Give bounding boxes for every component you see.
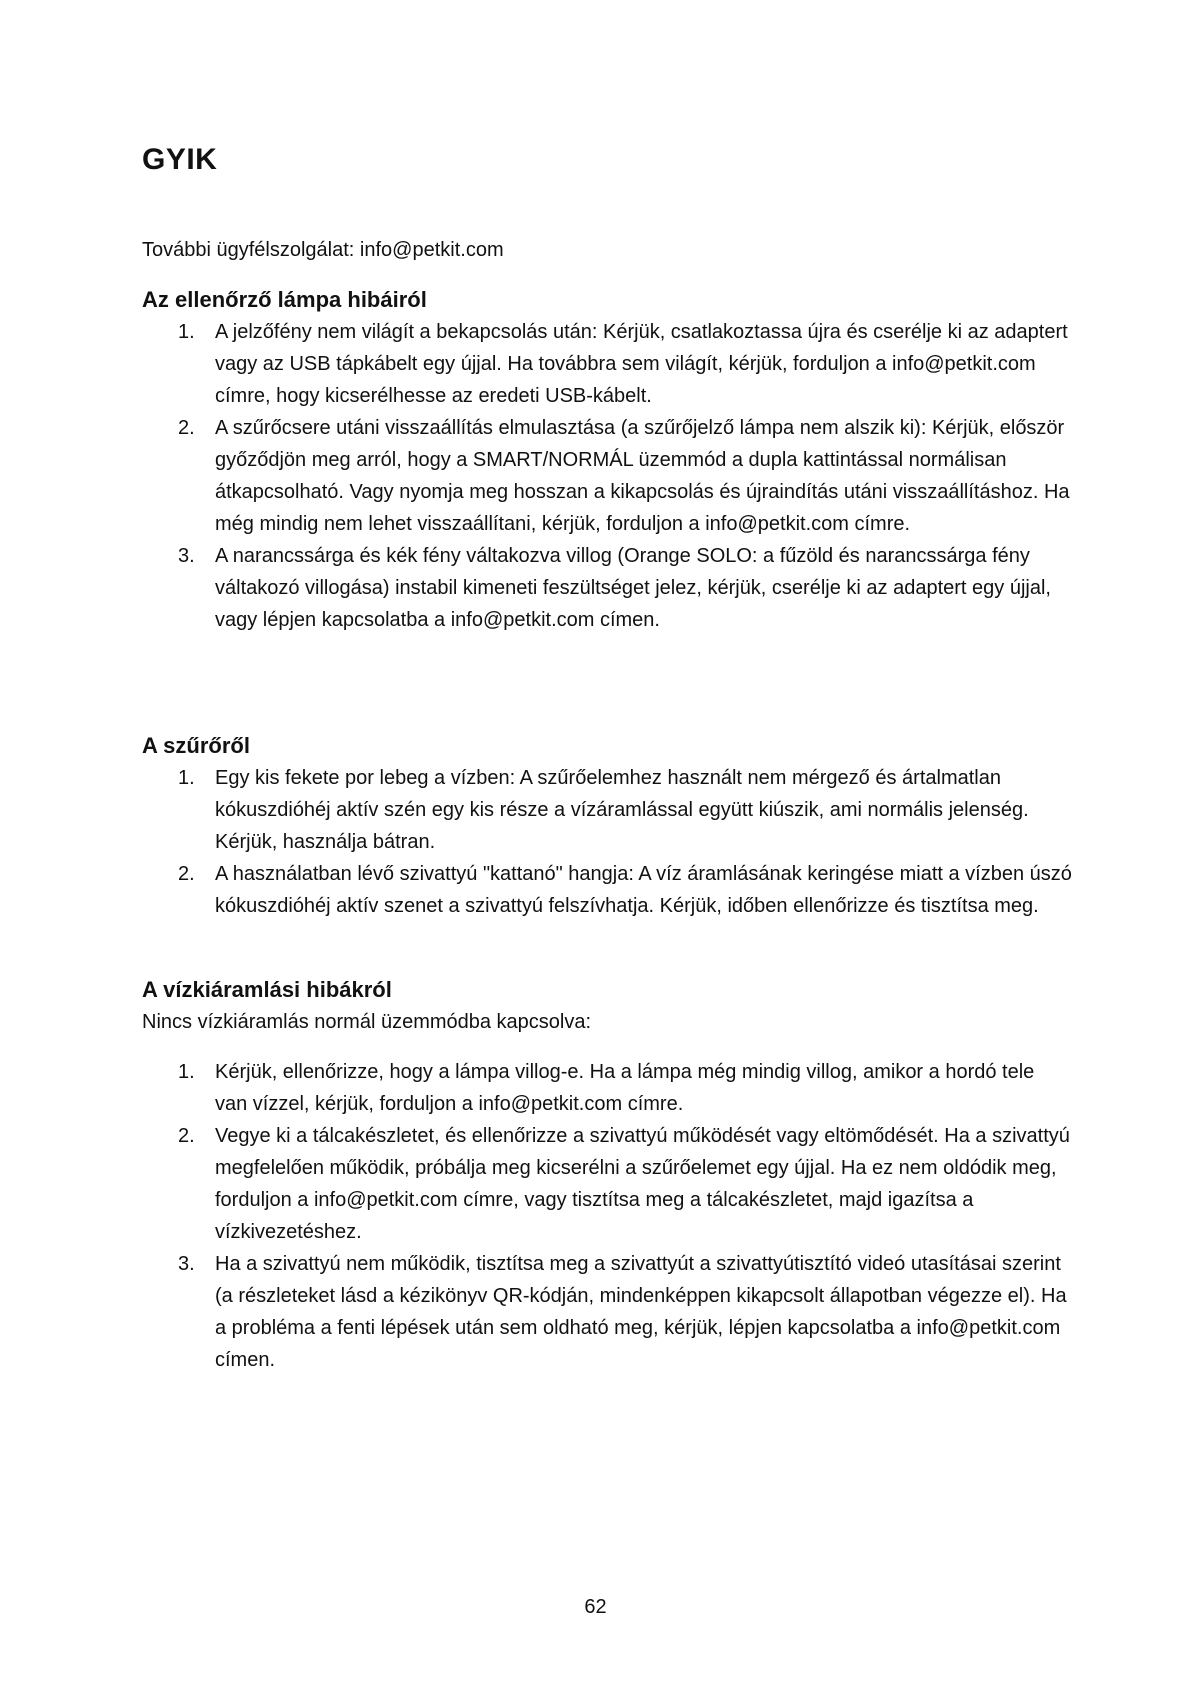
page-number: 62: [584, 1596, 607, 1618]
section-subtext: Nincs vízkiáramlás normál üzemmódba kapcsolva:: [142, 1011, 592, 1033]
list-item: [142, 316, 1072, 412]
list-item-text: Kérjük, ellenőrizze, hogy a lámpa villog-e. Ha a lámpa még mindig villog, amikor a hordó tele van vízzel, kérjük, forduljon a info@petkit.com címre.: [215, 1061, 1035, 1115]
list-item-number: 2.: [178, 1125, 195, 1147]
list-item: [142, 540, 1072, 636]
list-item-text: A narancssárga és kék fény váltakozva villog (Orange SOLO: a fűzöld és narancssárga fény váltakozó villogása) instabil kimeneti feszültséget jelez, kérjük, cserélje ki az adaptert egy újjal, vagy lépjen kapcsolatba a info@petkit.com címen.: [215, 545, 1051, 631]
list-item-text: A jelzőfény nem világít a bekapcsolás után: Kérjük, csatlakoztassa újra és cserélje ki az adaptert vagy az USB tápkábelt egy újjal. Ha továbbra sem világít, kérjük, forduljon a info@petkit.com címre, hogy kicserélhesse az eredeti USB-kábelt.: [215, 321, 1068, 407]
list-item-number: 2.: [178, 863, 195, 885]
list-item: [142, 412, 1072, 540]
section-heading: A vízkiáramlási hibákról: [142, 977, 392, 1002]
list-item: [142, 762, 1072, 858]
list-item: [142, 1120, 1072, 1248]
list-item-text: Egy kis fekete por lebeg a vízben: A szűrőelemhez használt nem mérgező és ártalmatlan kókuszdióhéj aktív szén egy kis része a vízáramlással együtt kiúszik, ami normális jelenség. Kérjük, használja bátran.: [215, 767, 1029, 853]
list-item: [142, 1056, 1072, 1120]
section-heading: Az ellenőrző lámpa hibáiról: [142, 287, 427, 312]
list-item-text: A használatban lévő szivattyú "kattanó" hangja: A víz áramlásának keringése miatt a vízben úszó kókuszdióhéj aktív szenet a szivattyú felszívhatja. Kérjük, időben ellenőrizze és tisztítsa meg.: [215, 863, 1072, 917]
list-item: [142, 1248, 1072, 1376]
numbered-list: [142, 762, 1072, 922]
list-item-number: 2.: [178, 417, 195, 439]
section-indicator-light: [142, 284, 1072, 636]
list-item-number: 1.: [178, 1061, 195, 1083]
section-water-outflow: [142, 974, 1072, 1376]
numbered-list: [142, 1056, 1072, 1376]
list-item-number: 3.: [178, 545, 195, 567]
numbered-list: [142, 316, 1072, 636]
list-item-text: A szűrőcsere utáni visszaállítás elmulasztása (a szűrőjelző lámpa nem alszik ki): Kérjük, először győződjön meg arról, hogy a SMART/NORMÁL üzemmód a dupla kattintással normálisan átkapcsolható. Vagy nyomja meg hosszan a kikapcsolás és újraindítás utáni visszaállításhoz. Ha még mindig nem lehet visszaállítani, kérjük, forduljon a info@petkit.com címre.: [215, 417, 1070, 535]
support-contact-line: További ügyfélszolgálat: info@petkit.com: [142, 239, 504, 261]
section-filter: [142, 730, 1072, 922]
page-title: GYIK: [142, 143, 218, 176]
list-item-number: 1.: [178, 767, 195, 789]
list-item-number: 3.: [178, 1253, 195, 1275]
list-item-number: 1.: [178, 321, 195, 343]
list-item-text: Ha a szivattyú nem működik, tisztítsa meg a szivattyút a szivattyútisztító videó utasításai szerint (a részleteket lásd a kézikönyv QR-kódján, mindenképpen kikapcsolt állapotban végezze el). Ha a probléma a fenti lépések után sem oldható meg, kérjük, lépjen kapcsolatba a info@petkit.com címen.: [215, 1253, 1067, 1371]
section-heading: A szűrőről: [142, 733, 250, 758]
list-item-text: Vegye ki a tálcakészletet, és ellenőrizze a szivattyú működését vagy eltömődését. Ha a szivattyú megfelelően működik, próbálja meg kicserélni a szűrőelemet egy újjal. Ha ez nem oldódik meg, forduljon a info@petkit.com címre, vagy tisztítsa meg a tálcakészletet, majd igazítsa a vízkivezetéshez.: [215, 1125, 1070, 1243]
list-item: [142, 858, 1072, 922]
